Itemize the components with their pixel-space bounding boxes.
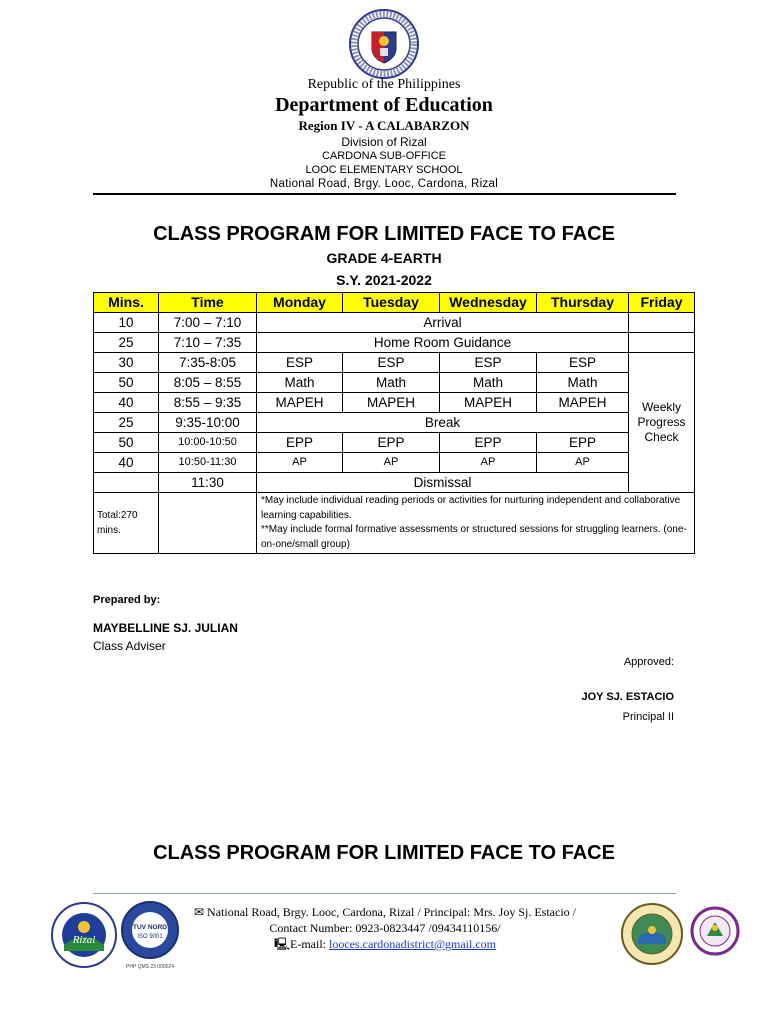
subject-cell: MAPEH xyxy=(537,393,629,413)
prepared-by-label: Prepared by: xyxy=(93,594,161,606)
subject-cell: EPP xyxy=(257,433,343,453)
subject-cell: MAPEH xyxy=(257,393,343,413)
note-line-1: *May include individual reading periods or activities for nurturing independent and collaborative learning capabilities. xyxy=(261,495,681,521)
subject-cell: MAPEH xyxy=(440,393,537,413)
mins-cell xyxy=(94,473,159,493)
document-title: CLASS PROGRAM FOR LIMITED FACE TO FACE xyxy=(153,223,615,245)
header-region: Region IV - A CALABARZON xyxy=(298,118,470,133)
table-row xyxy=(94,493,695,554)
table-row xyxy=(94,313,695,333)
time-cell: 7:00 – 7:10 xyxy=(159,313,257,333)
svg-text:Rizal: Rizal xyxy=(72,934,96,946)
activity-cell: Break xyxy=(257,413,629,433)
mins-cell: 30 xyxy=(94,353,159,373)
table-row xyxy=(94,333,695,353)
iso-caption: PHP QMS 23 000024 xyxy=(126,964,174,970)
email-link[interactable]: looces.cardonadistrict@gmail.com xyxy=(329,937,496,951)
notes-cell xyxy=(257,493,695,554)
table-row xyxy=(94,353,695,373)
school-year: S.Y. 2021-2022 xyxy=(336,272,432,288)
mins-cell: 40 xyxy=(94,453,159,473)
footer-contact-line: Contact Number: 0923-0823447 /09434110156/ xyxy=(269,921,501,935)
time-cell: 10:00-10:50 xyxy=(159,433,257,453)
table-row xyxy=(94,373,695,393)
subject-cell: AP xyxy=(343,453,440,473)
prepared-by-role: Class Adviser xyxy=(93,639,166,653)
mins-cell: 25 xyxy=(94,333,159,353)
header-suboffice: CARDONA SUB-OFFICE xyxy=(321,150,447,162)
subject-cell: Math xyxy=(257,373,343,393)
computer-icon: 🖳 xyxy=(273,937,290,951)
mins-cell: 10 xyxy=(94,313,159,333)
time-cell: 8:55 – 9:35 xyxy=(159,393,257,413)
header-division: Division of Rizal xyxy=(341,135,427,149)
header-republic: Republic of the Philippines xyxy=(307,77,461,92)
col-header-thursday: Thursday xyxy=(537,293,629,313)
header-department: Department of Education xyxy=(275,94,493,116)
subject-cell: EPP xyxy=(537,433,629,453)
time-cell: 11:30 xyxy=(159,473,257,493)
deped-seal-logo xyxy=(345,8,423,80)
subject-cell: AP xyxy=(257,453,343,473)
activity-cell: Arrival xyxy=(257,313,629,333)
approved-label: Approved: xyxy=(623,656,674,668)
subject-cell: ESP xyxy=(537,353,629,373)
subject-cell: ESP xyxy=(440,353,537,373)
mins-cell: 25 xyxy=(94,413,159,433)
repeat-document-title: CLASS PROGRAM FOR LIMITED FACE TO FACE xyxy=(153,842,615,864)
header-divider xyxy=(93,193,676,195)
footer-contact xyxy=(170,904,600,952)
mins-cell: 50 xyxy=(94,373,159,393)
subject-cell: EPP xyxy=(343,433,440,453)
col-header-time: Time xyxy=(159,293,257,313)
grade-section: GRADE 4-EARTH xyxy=(326,250,442,266)
mins-cell: 50 xyxy=(94,433,159,453)
approved-name: JOY SJ. ESTACIO xyxy=(581,691,674,703)
header-school: LOOC ELEMENTARY SCHOOL xyxy=(305,164,463,176)
friday-cell xyxy=(629,333,695,353)
subject-cell: Math xyxy=(343,373,440,393)
time-cell: 9:35-10:00 xyxy=(159,413,257,433)
table-header-row xyxy=(94,293,695,313)
envelope-icon: ✉ xyxy=(193,905,205,919)
col-header-wednesday: Wednesday xyxy=(440,293,537,313)
class-program-table xyxy=(93,292,695,554)
rizal-province-logo xyxy=(50,901,118,969)
time-cell: 7:10 – 7:35 xyxy=(159,333,257,353)
col-header-monday: Monday xyxy=(257,293,343,313)
mins-cell: 40 xyxy=(94,393,159,413)
subject-cell: AP xyxy=(537,453,629,473)
approved-role: Principal II xyxy=(622,711,674,723)
subject-cell: Math xyxy=(440,373,537,393)
table-row xyxy=(94,453,695,473)
subject-cell: AP xyxy=(440,453,537,473)
footer-address-line: ✉ National Road, Brgy. Looc, Cardona, Rizal / Principal: Mrs. Joy Sj. Estacio / xyxy=(193,905,576,919)
activity-cell: Home Room Guidance xyxy=(257,333,629,353)
time-cell: 7:35-8:05 xyxy=(159,353,257,373)
table-row xyxy=(94,473,695,493)
school-seal-logo xyxy=(690,906,740,956)
district-seal-logo xyxy=(620,902,684,966)
note-line-2: **May include formal formative assessments or structured sessions for struggling learners. (one-on-one/small group) xyxy=(261,524,687,550)
col-header-tuesday: Tuesday xyxy=(343,293,440,313)
time-cell: 10:50-11:30 xyxy=(159,453,257,473)
total-minutes-cell: Total:270 mins. xyxy=(94,493,159,554)
col-header-friday: Friday xyxy=(629,293,695,313)
header-address: National Road, Brgy. Looc, Cardona, Rizal xyxy=(269,178,499,190)
subject-cell: MAPEH xyxy=(343,393,440,413)
friday-weekly-progress-cell: Weekly Progress Check xyxy=(629,353,695,493)
svg-text:TUV NORD: TUV NORD xyxy=(133,924,167,931)
subject-cell: Math xyxy=(537,373,629,393)
subject-cell: EPP xyxy=(440,433,537,453)
footer-email-line: 🖳E-mail: looces.cardonadistrict@gmail.com xyxy=(273,937,496,951)
subject-cell: ESP xyxy=(257,353,343,373)
empty-cell xyxy=(159,493,257,554)
table-row xyxy=(94,413,695,433)
table-row xyxy=(94,393,695,413)
time-cell: 8:05 – 8:55 xyxy=(159,373,257,393)
friday-cell xyxy=(629,313,695,333)
activity-cell: Dismissal xyxy=(257,473,629,493)
prepared-by-name: MAYBELLINE SJ. JULIAN xyxy=(93,621,238,635)
svg-text:ISO 9001: ISO 9001 xyxy=(137,934,163,940)
table-row xyxy=(94,433,695,453)
footer-divider xyxy=(93,893,676,894)
col-header-mins: Mins. xyxy=(94,293,159,313)
subject-cell: ESP xyxy=(343,353,440,373)
